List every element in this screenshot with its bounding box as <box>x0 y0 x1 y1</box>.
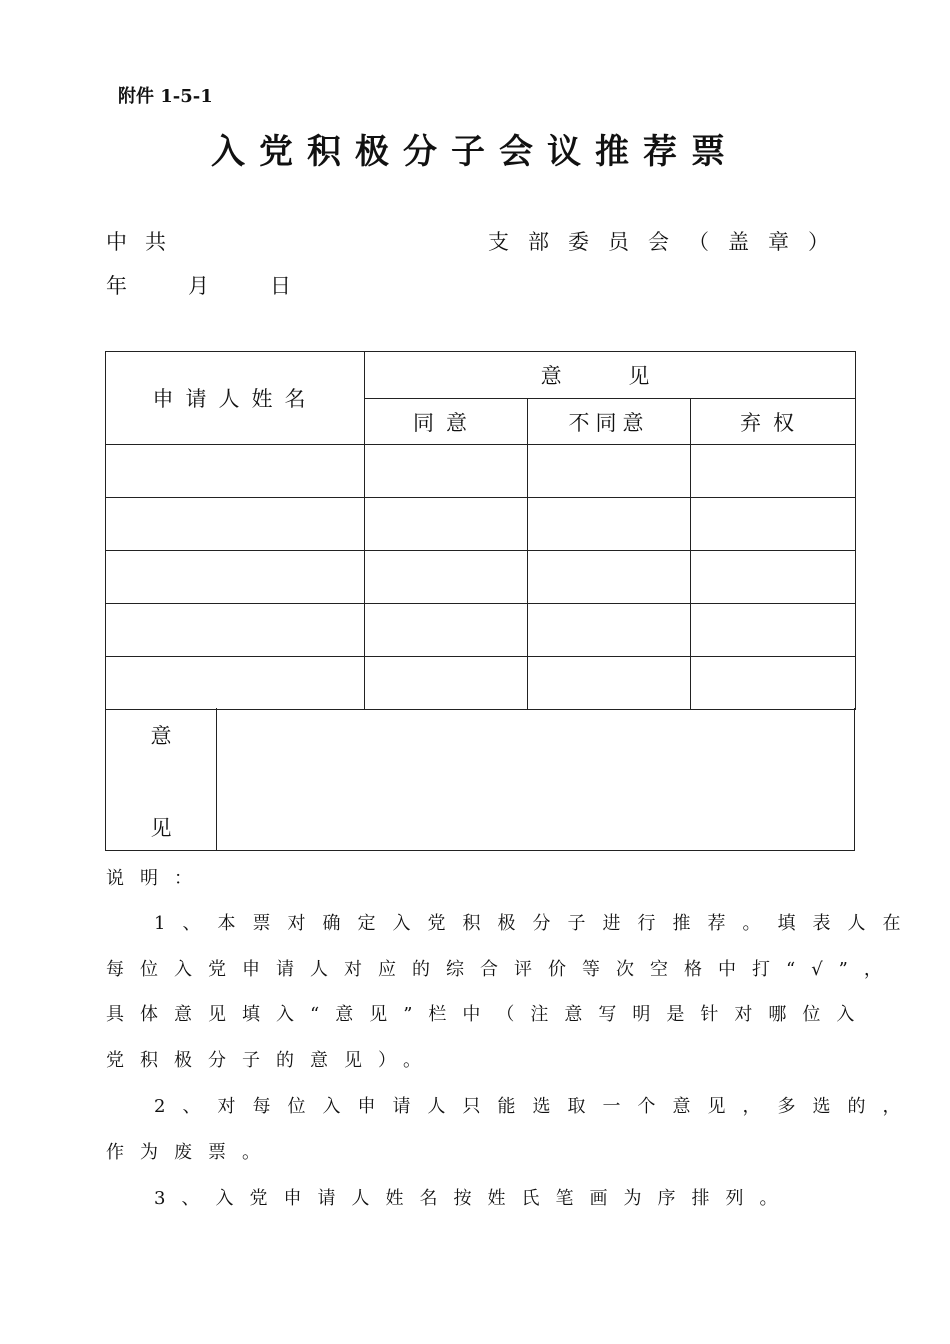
applicant-name-header: 申请人姓名 <box>106 352 365 445</box>
table-row <box>106 498 856 551</box>
table-row <box>106 445 856 498</box>
day-label: 日 <box>270 274 309 298</box>
note-1-line-1: 1、本票对确定入党积极分子进行推荐。填表人在 <box>154 913 918 934</box>
disagree-cell[interactable] <box>528 498 691 551</box>
note-1-line-2: 每位入党申请人对应的综合评价等次空格中打“√”， <box>106 959 898 980</box>
applicant-name-cell[interactable] <box>106 657 365 710</box>
table-row <box>106 604 856 657</box>
applicant-name-cell[interactable] <box>106 445 365 498</box>
notes-heading: 说明： <box>106 868 208 889</box>
date-line <box>106 270 309 300</box>
applicant-name-cell[interactable] <box>106 604 365 657</box>
agree-cell[interactable] <box>365 551 528 604</box>
disagree-cell[interactable] <box>528 657 691 710</box>
opinion-input-area[interactable] <box>217 708 854 850</box>
disagree-header: 不同意 <box>528 399 691 445</box>
org-prefix: 中共 <box>106 230 184 254</box>
disagree-cell[interactable] <box>528 445 691 498</box>
agree-cell[interactable] <box>365 604 528 657</box>
disagree-cell[interactable] <box>528 551 691 604</box>
note-1-line-3: 具体意见填入“意见”栏中（注意写明是针对哪位入 <box>106 1004 871 1025</box>
agree-cell[interactable] <box>365 498 528 551</box>
abstain-cell[interactable] <box>691 657 856 710</box>
opinion-label-char-1: 意 <box>150 724 172 748</box>
month-label: 月 <box>188 274 227 298</box>
table-row <box>106 551 856 604</box>
attachment-label: 附件 1-5-1 <box>118 86 213 107</box>
agree-header: 同意 <box>365 399 528 445</box>
abstain-cell[interactable] <box>691 445 856 498</box>
abstain-cell[interactable] <box>691 604 856 657</box>
note-3: 3、入党申请人姓名按姓氏笔画为序排列。 <box>154 1188 794 1209</box>
note-2-line-1: 2、对每位入申请人只能选取一个意见，多选的， <box>154 1096 918 1117</box>
opinion-label-char-2: 见 <box>150 816 172 840</box>
applicant-name-cell[interactable] <box>106 498 365 551</box>
applicant-name-cell[interactable] <box>106 551 365 604</box>
disagree-cell[interactable] <box>528 604 691 657</box>
vote-table <box>105 351 856 710</box>
abstain-header: 弃权 <box>691 399 856 445</box>
year-label: 年 <box>106 274 145 298</box>
table-row <box>106 657 856 710</box>
page-title: 入党积极分子会议推荐票 <box>211 132 739 172</box>
abstain-cell[interactable] <box>691 498 856 551</box>
agree-cell[interactable] <box>365 445 528 498</box>
opinion-header: 意 见 <box>365 352 856 399</box>
note-1-line-4: 党积极分子的意见）。 <box>106 1050 437 1071</box>
opinion-section <box>105 708 855 851</box>
abstain-cell[interactable] <box>691 551 856 604</box>
note-2-line-2: 作为废票。 <box>106 1142 276 1163</box>
agree-cell[interactable] <box>365 657 528 710</box>
org-suffix-seal: 支部委员会（盖章） <box>488 230 848 254</box>
